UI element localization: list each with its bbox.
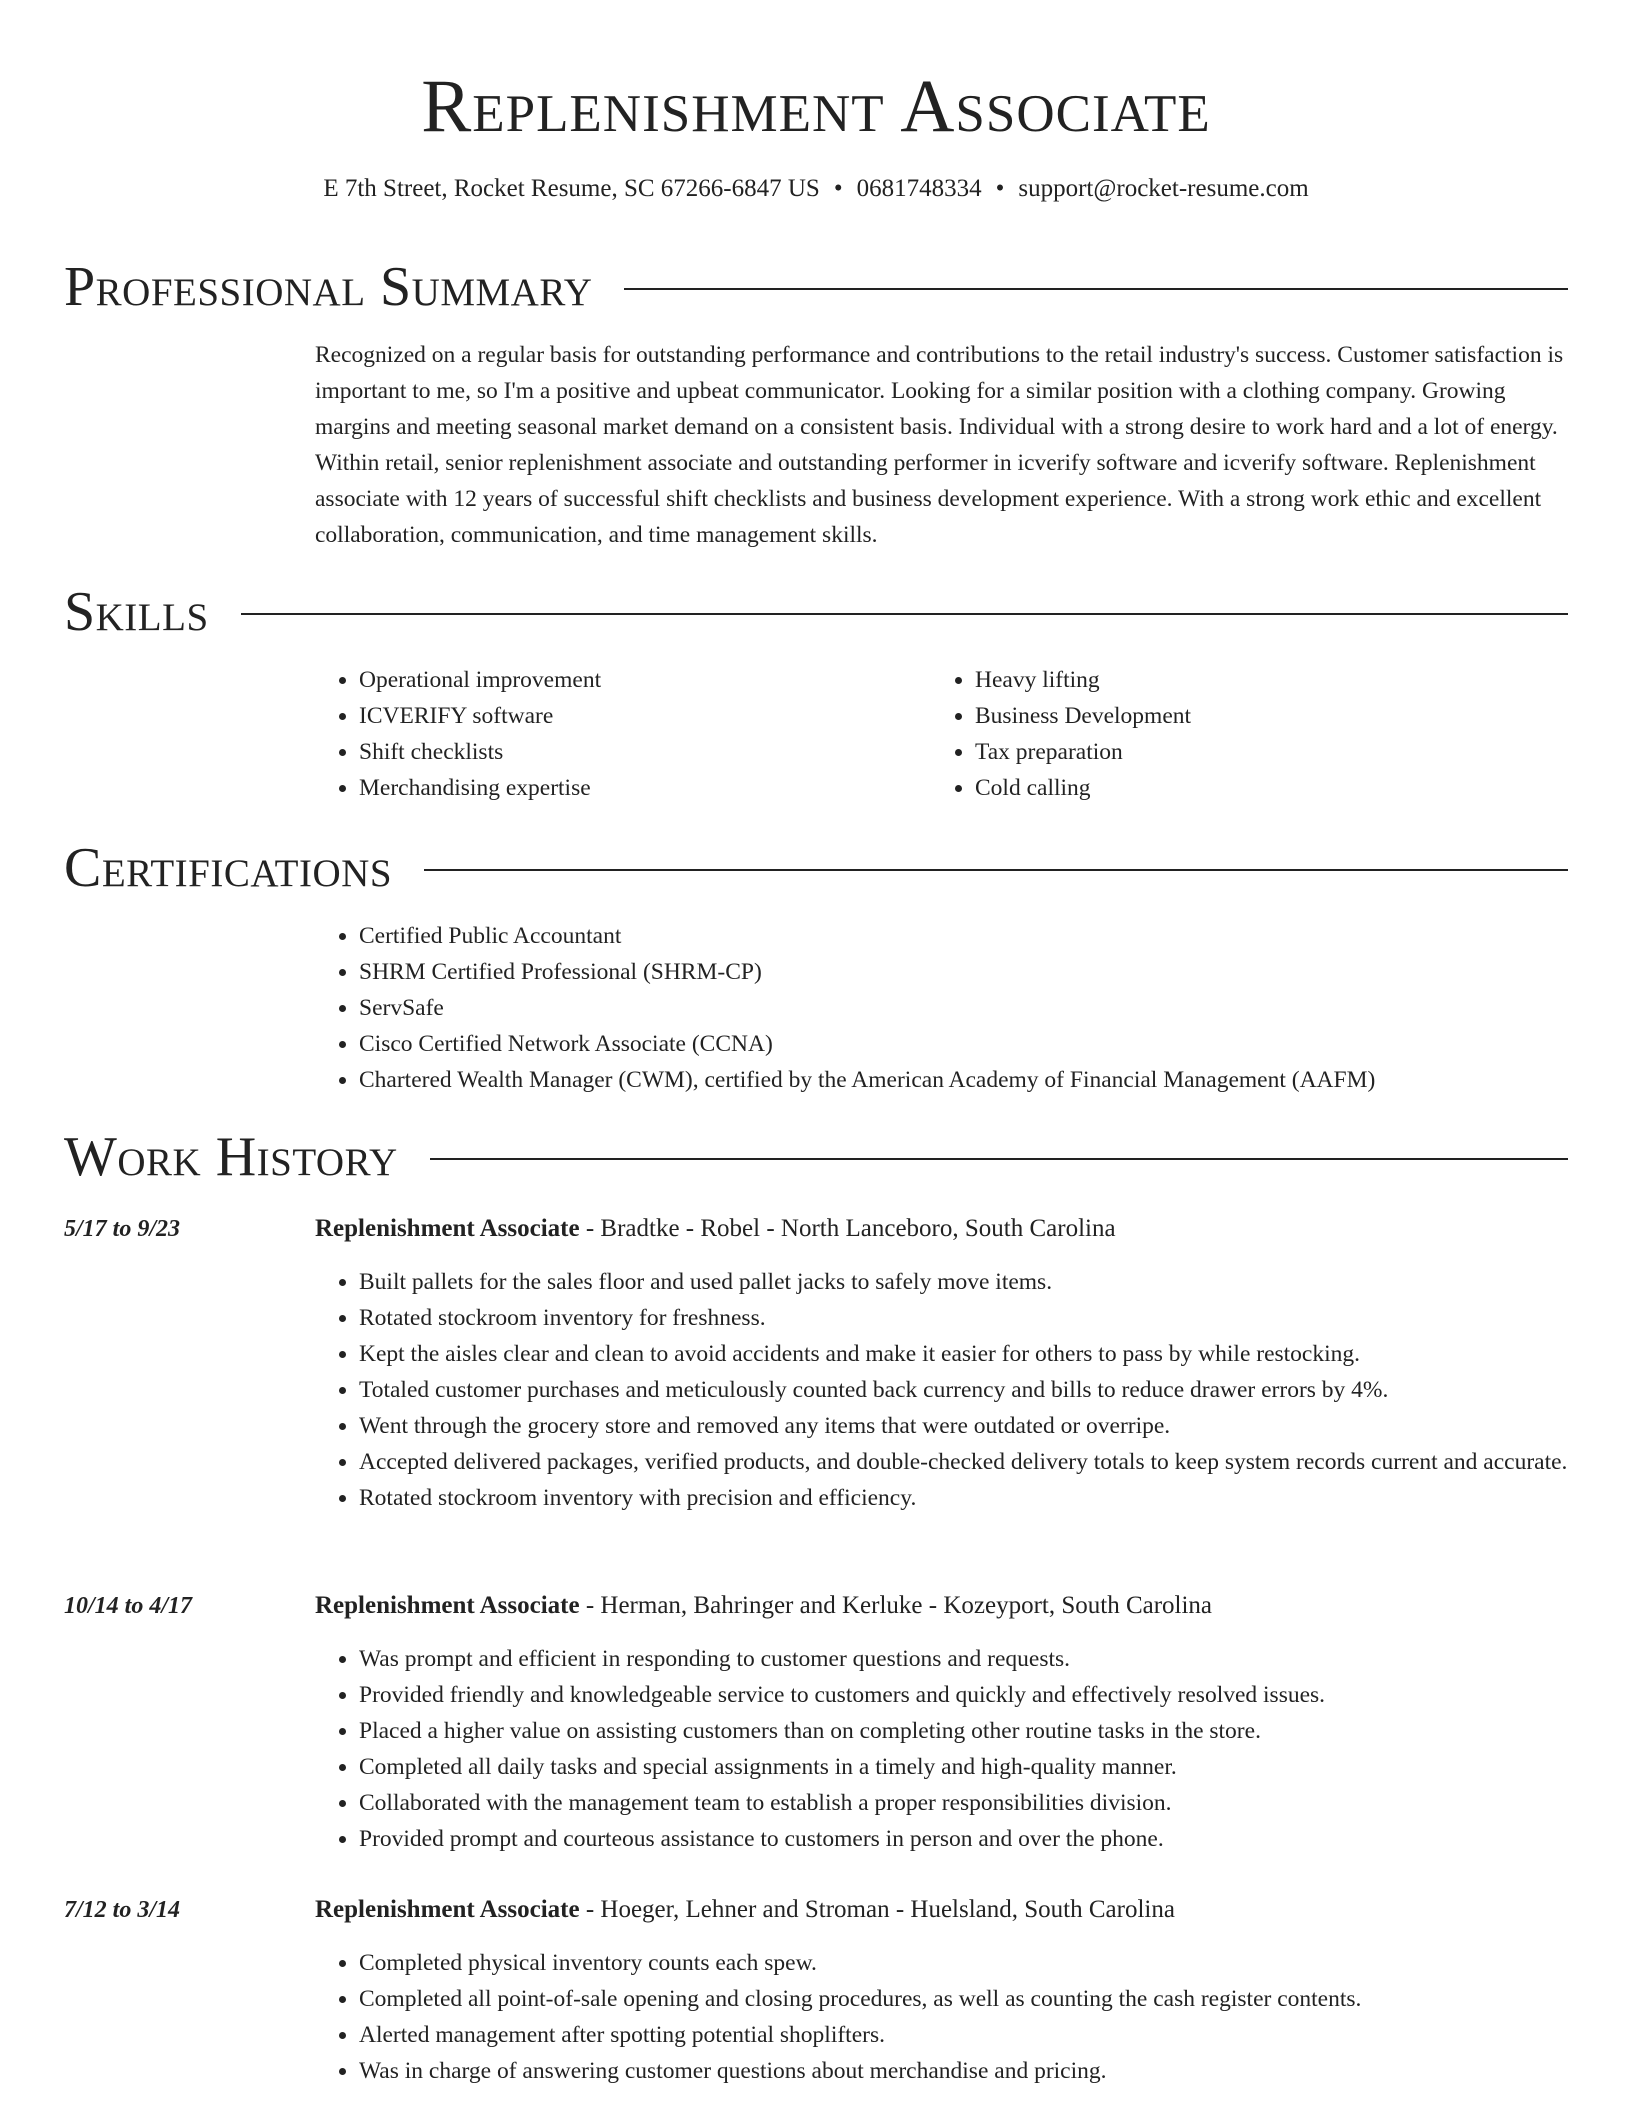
section-divider bbox=[424, 869, 1568, 871]
job-duty-item: • Rotated stockroom inventory for freshness. bbox=[359, 1300, 1570, 1336]
job-duties bbox=[315, 1945, 1570, 2089]
job-duty-item: • Placed a higher value on assisting customers than on completing other routine tasks in the store. bbox=[359, 1713, 1570, 1749]
section-heading-skills bbox=[64, 577, 1568, 647]
job-employer: - Herman, Bahringer and Kerluke - Kozeyport, South Carolina bbox=[579, 1592, 1213, 1619]
job-duty-item: • Totaled customer purchases and meticulously counted back currency and bills to reduce drawer errors by 4%. bbox=[359, 1372, 1570, 1408]
certifications-list bbox=[315, 918, 1570, 1098]
job-dates: 10/14 to 4/17 bbox=[64, 1593, 193, 1619]
contact-line bbox=[0, 172, 1632, 206]
section-heading-certifications bbox=[64, 833, 1568, 903]
job-dates: 7/12 to 3/14 bbox=[64, 1897, 181, 1923]
contact-phone: 0681748334 bbox=[856, 175, 982, 202]
job-duty-item: • Kept the aisles clear and clean to avoid accidents and make it easier for others to pass by while restocking. bbox=[359, 1336, 1570, 1372]
job-title: Replenishment Associate bbox=[315, 1215, 580, 1242]
skills-column-right bbox=[931, 662, 1531, 806]
job-duty-item: • Completed physical inventory counts each spew. bbox=[359, 1945, 1570, 1981]
job-duty-item: • Alerted management after spotting potential shoplifters. bbox=[359, 2017, 1570, 2053]
skill-item: • Operational improvement bbox=[359, 662, 915, 698]
section-title: Skills bbox=[64, 581, 209, 643]
section-divider bbox=[241, 613, 1568, 615]
job-duty-item: • Built pallets for the sales floor and used pallet jacks to safely move items. bbox=[359, 1264, 1570, 1300]
job-heading bbox=[315, 1211, 1116, 1247]
job-duty-item: • Was in charge of answering customer questions about merchandise and pricing. bbox=[359, 2053, 1570, 2089]
candidate-name: Replenishment Associate bbox=[421, 65, 1211, 148]
skills-list-left bbox=[315, 662, 915, 806]
job-duty-item: • Accepted delivered packages, verified products, and double-checked delivery totals to keep system records current and accurate. bbox=[359, 1444, 1570, 1480]
job-duties-list bbox=[315, 1945, 1570, 2089]
summary-text: Recognized on a regular basis for outstanding performance and contributions to the retail industry's success. Customer satisfaction is important to me, so I'm a positive and upbeat communicator. Looking for a similar position with a clothing company. Growing margins and meeting seasonal market demand on a consistent basis. Individual with a strong desire to work hard and a lot of energy. Within retail, senior replenishment associate and outstanding performer in icverify software and icverify software. Replenishment associate with 12 years of successful shift checklists and business development experience. With a strong work ethic and excellent collaboration, communication, and time management skills. bbox=[315, 342, 1564, 548]
job-duty-item: • Provided friendly and knowledgeable service to customers and quickly and effectively resolved issues. bbox=[359, 1677, 1570, 1713]
certification-item: • SHRM Certified Professional (SHRM-CP) bbox=[359, 954, 1570, 990]
job-employer: - Bradtke - Robel - North Lanceboro, South Carolina bbox=[579, 1215, 1116, 1242]
contact-email: support@rocket-resume.com bbox=[1018, 175, 1309, 202]
skill-item: • Shift checklists bbox=[359, 734, 915, 770]
job-title: Replenishment Associate bbox=[315, 1896, 580, 1923]
job-duties bbox=[315, 1641, 1570, 1857]
job-heading bbox=[315, 1892, 1175, 1928]
skill-item: • Merchandising expertise bbox=[359, 770, 915, 806]
contact-separator: • bbox=[833, 175, 843, 202]
job-duty-item: • Provided prompt and courteous assistance to customers in person and over the phone. bbox=[359, 1821, 1570, 1857]
skills-column-left bbox=[315, 662, 915, 806]
skill-item: • Business Development bbox=[975, 698, 1531, 734]
section-divider bbox=[624, 288, 1568, 290]
job-duties bbox=[315, 1264, 1570, 1516]
section-title: Professional Summary bbox=[64, 256, 593, 318]
section-divider bbox=[430, 1158, 1568, 1160]
skills-list-right bbox=[931, 662, 1531, 806]
job-duty-item: • Rotated stockroom inventory with precision and efficiency. bbox=[359, 1480, 1570, 1516]
skill-item: • Cold calling bbox=[975, 770, 1531, 806]
job-duties-list bbox=[315, 1264, 1570, 1516]
contact-separator: • bbox=[995, 175, 1005, 202]
skill-item: • Tax preparation bbox=[975, 734, 1531, 770]
certification-item: • Certified Public Accountant bbox=[359, 918, 1570, 954]
job-heading bbox=[315, 1588, 1212, 1624]
section-heading-work-history bbox=[64, 1122, 1568, 1192]
job-duty-item: • Was prompt and efficient in responding to customer questions and requests. bbox=[359, 1641, 1570, 1677]
job-dates: 5/17 to 9/23 bbox=[64, 1216, 181, 1242]
section-title: Work History bbox=[64, 1126, 398, 1188]
certification-item: • Cisco Certified Network Associate (CCNA) bbox=[359, 1026, 1570, 1062]
job-duty-item: • Completed all point-of-sale opening and closing procedures, as well as counting the cash register contents. bbox=[359, 1981, 1570, 2017]
section-heading-summary bbox=[64, 252, 1568, 322]
certification-item: • ServSafe bbox=[359, 990, 1570, 1026]
job-duty-item: • Went through the grocery store and removed any items that were outdated or overripe. bbox=[359, 1408, 1570, 1444]
job-duties-list bbox=[315, 1641, 1570, 1857]
job-employer: - Hoeger, Lehner and Stroman - Huelsland, South Carolina bbox=[579, 1896, 1175, 1923]
section-title: Certifications bbox=[64, 837, 393, 899]
job-duty-item: • Completed all daily tasks and special assignments in a timely and high-quality manner. bbox=[359, 1749, 1570, 1785]
skill-item: • Heavy lifting bbox=[975, 662, 1531, 698]
skill-item: • ICVERIFY software bbox=[359, 698, 915, 734]
certifications-block bbox=[315, 918, 1570, 1098]
job-title: Replenishment Associate bbox=[315, 1592, 580, 1619]
job-duty-item: • Collaborated with the management team to establish a proper responsibilities division. bbox=[359, 1785, 1570, 1821]
certification-item: • Chartered Wealth Manager (CWM), certified by the American Academy of Financial Management (AAFM) bbox=[359, 1062, 1570, 1098]
contact-address: E 7th Street, Rocket Resume, SC 67266-6847 US bbox=[323, 175, 820, 202]
